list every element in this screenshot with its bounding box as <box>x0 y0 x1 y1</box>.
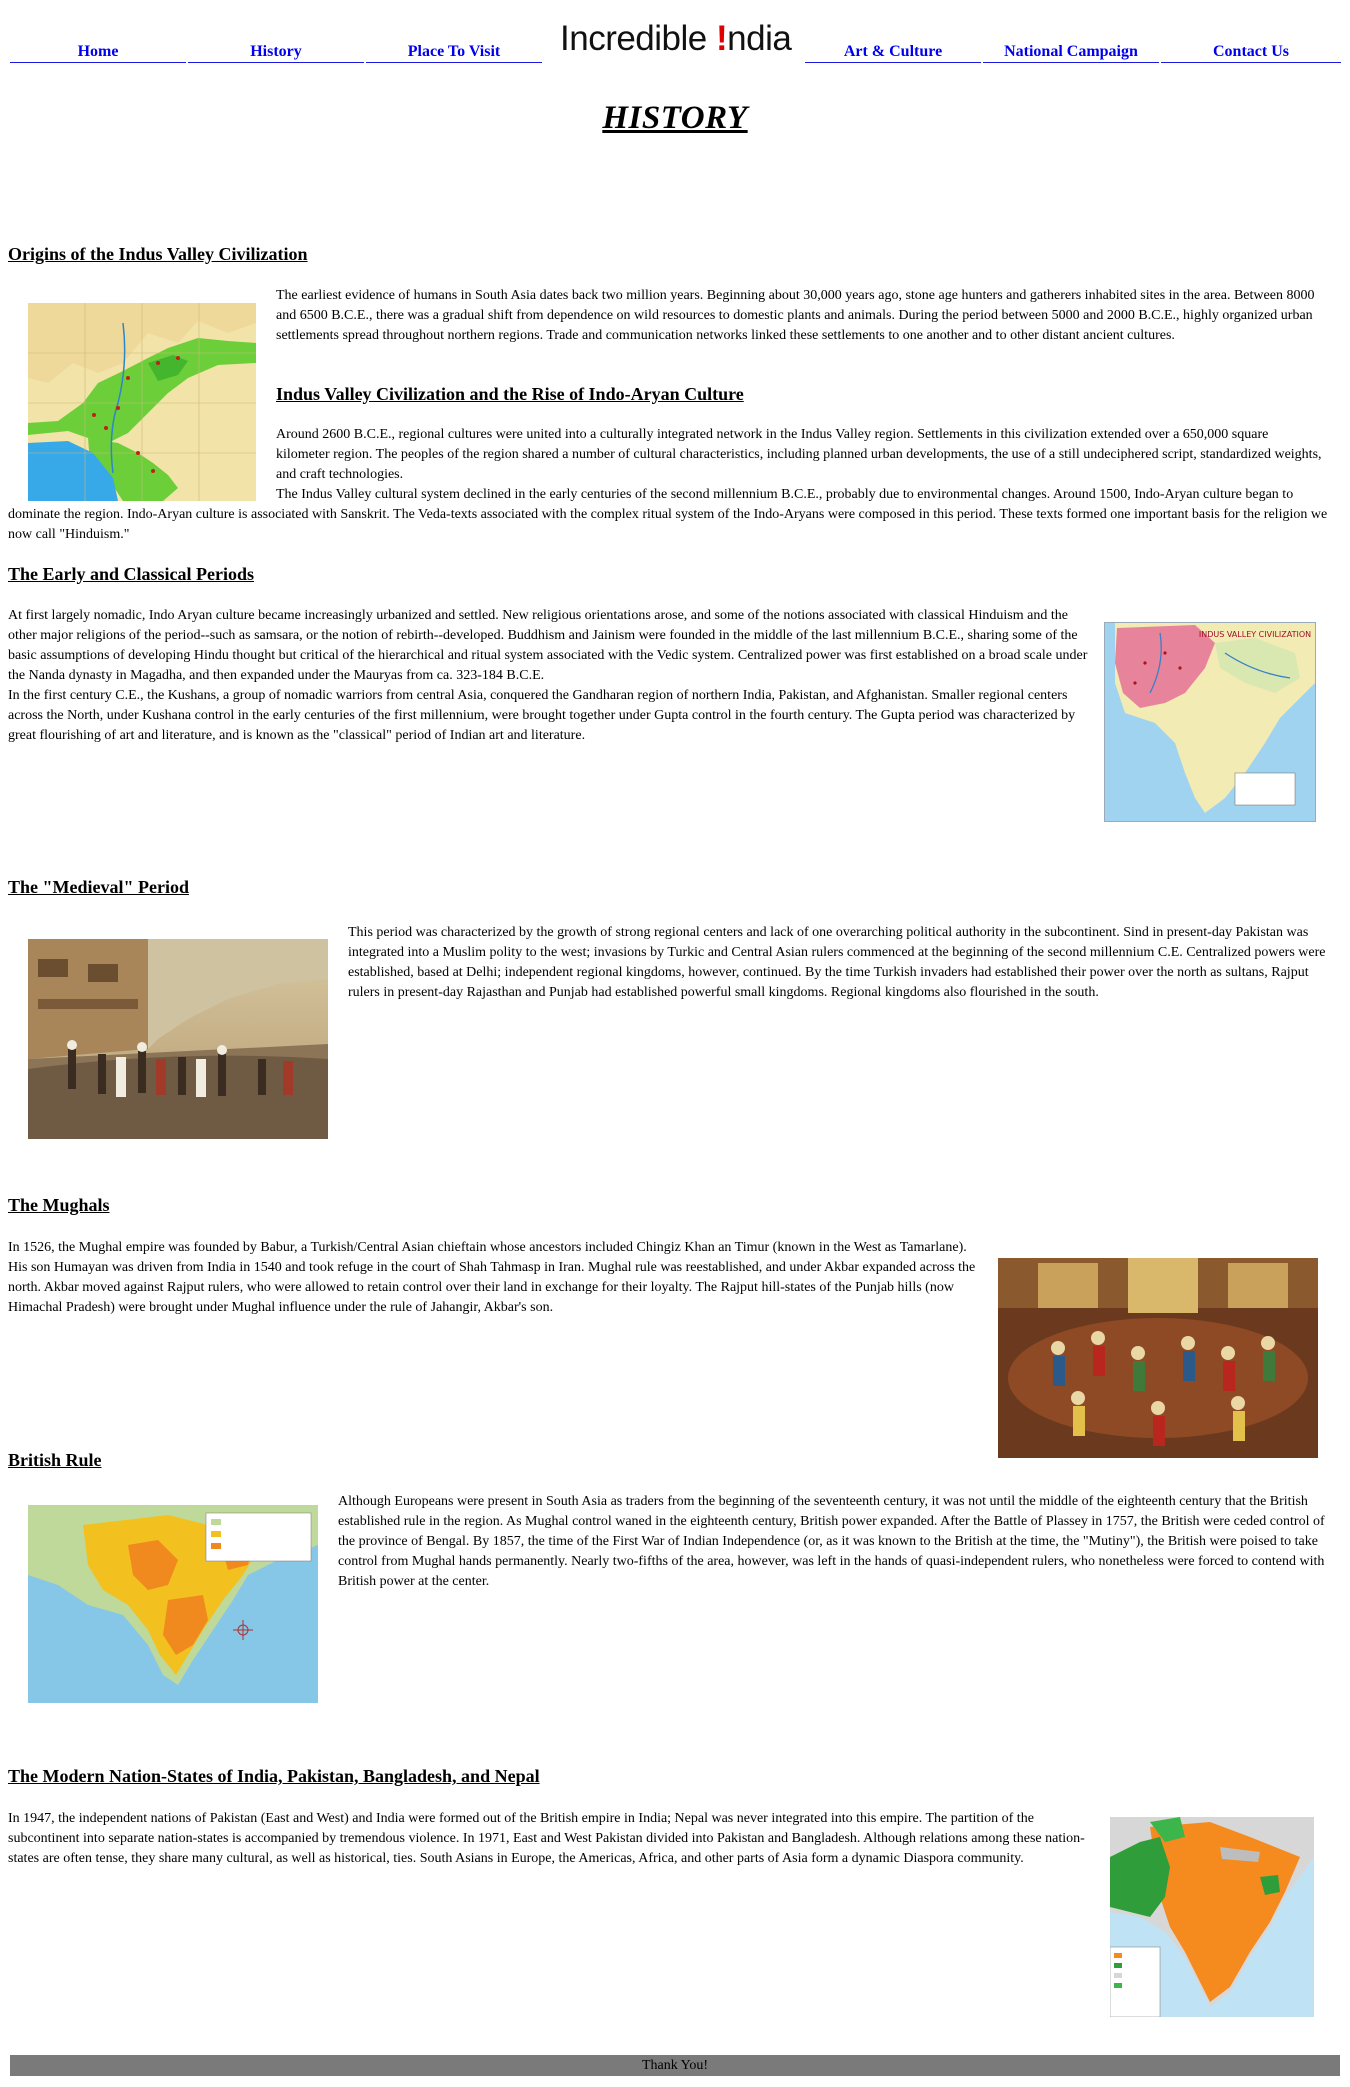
medieval-paragraph: This period was characterized by the growth of strong regional centers and lack of one overarching political authority in the subcontinent. Sind in present-day Pakistan was integrated into a Muslim polity to the west; invasions by Turkic and Central Asian rulers commenced at the beginning of the second millennium C.E. Centralized powers were established, based at Delhi; independent regional kingdoms, however, continued. By the time Turkish invaders had established their power over the north as sultans, Rajput rulers in present-day Rajasthan and Punjab had established powerful small kingdoms. Regional kingdoms also flourished in the south. <box>348 925 1326 1000</box>
early-classical-paragraph-2: In the first century C.E., the Kushans, a group of nomadic warriors from central Asia, conquered the Gandharan region of northern India, Pakistan, and Afghanistan. Smaller regional centers across the North, under Kushana control in the early centuries of the first millennium, were brought together under Gupta control in the fourth century. The Gupta period was characterized by great flourishing of art and literature, and is known as the "classical" period of Indian art and literature. <box>8 688 1076 743</box>
indus-valley-map-image <box>28 303 256 501</box>
section-heading-mughals: The Mughals <box>8 1195 110 1215</box>
nav-home-link[interactable]: Home <box>10 42 186 63</box>
top-navigation <box>10 0 1342 66</box>
logo-text-b: ndia <box>727 19 792 58</box>
footer-thank-you: Thank You! <box>10 2055 1340 2076</box>
indus-paragraph-2: The Indus Valley cultural system declined in the early centuries of the second millennium B.C.E., probably due to environmental changes. Around 1500, Indo-Aryan culture began to dominate the region. Indo-Aryan culture is associated with Sanskrit. The Veda-texts associated with the complex ritual system of the Indo-Aryans were composed in this period. These texts formed one important basis for the religion we now call "Hinduism." <box>8 487 1328 542</box>
logo-bang: ! <box>715 19 728 58</box>
origins-paragraph: The earliest evidence of humans in South Asia dates back two million years. Beginning about 30,000 years ago, stone age hunters and gatherers inhabited sites in the area. Between 8000 and 6500 B.C.E., there was a gradual shift from dependence on wild resources to domestic plants and animals. During the period between 5000 and 2000 B.C.E., highly organized urban settlements spread throughout northern regions. Trade and communication networks linked these settlements to one another and to other distant ancient cultures. <box>276 288 1315 343</box>
british-rule-paragraph: Although Europeans were present in South Asia as traders from the beginning of the seventeenth century, it was not until the middle of the eighteenth century that the British established rule in the region. As Mughal control waned in the eighteenth century, British power expanded. After the Battle of Plassey in 1757, the British were ceded control of the province of Bengal. By 1857, the time of the First War of Indian Independence (or, as it was known to the British at the time, the "Mutiny"), the British were poised to take control from Mughal hands permanently. Nearly two-fifths of the area, however, was left in the hands of quasi-independent rulers, who nonetheless were forced to contend with British power at the center. <box>338 1494 1325 1589</box>
indus-paragraph-1: Around 2600 B.C.E., regional cultures were united into a culturally integrated network in the Indus Valley region. Settlements in this civilization extended over a 650,000 square kilometer region. The peoples of the region shared a number of cultural characteristics, including planned urban developments, the use of a still undeciphered script, standardized weights, and craft technologies. <box>276 427 1322 482</box>
section-heading-british-rule: British Rule <box>8 1450 102 1470</box>
section-heading-medieval: The "Medieval" Period <box>8 877 189 897</box>
nav-art-culture-link[interactable]: Art & Culture <box>805 42 981 63</box>
indus-civilization-map-image <box>1104 622 1316 822</box>
nav-contact-us-link[interactable]: Contact Us <box>1161 42 1341 63</box>
section-subheading-indus-aryan: Indus Valley Civilization and the Rise of Indo-Aryan Culture <box>276 384 744 404</box>
mughal-court-painting-image <box>998 1258 1318 1458</box>
section-heading-early-classical: The Early and Classical Periods <box>8 564 255 584</box>
section-heading-modern-nation-states: The Modern Nation-States of India, Pakistan, Bangladesh, and Nepal <box>8 1766 540 1786</box>
logo-text-a: Incredible <box>560 19 716 58</box>
mughals-paragraph: In 1526, the Mughal empire was founded by Babur, a Turkish/Central Asian chieftain whose ancestors included Chingiz Khan an Timur (known in the West as Tamarlane). His son Humayan was driven from India in 1540 and took refuge in the court of Shah Tahmasp in Iran. Mughal rule was reestablished, and under Akbar expanded across the north. Akbar moved against Rajput rulers, who were allowed to retain control over their land in exchange for their loyalty. The Rajput hill-states of the Punjab hills (now Himachal Pradesh) were brought under Mughal influence under the rule of Jahangir, Akbar's son. <box>8 1240 976 1315</box>
british-india-map-image <box>28 1505 318 1703</box>
partition-map-image <box>1110 1817 1314 2017</box>
modern-nation-states-paragraph: In 1947, the independent nations of Pakistan (East and West) and India were formed out of the British empire in India; Nepal was never integrated into this empire. The partition of the subcontinent into separate nation-states is accompanied by tremendous violence. In 1971, East and West Pakistan divided into Pakistan and Bangladesh. Although relations among these nation-states are often tense, they share many cultural, as well as historical, ties. South Asians in Europe, the Americas, Africa, and other parts of Asia form a dynamic Diaspora community. <box>8 1811 1085 1866</box>
nav-place-to-visit-link[interactable]: Place To Visit <box>366 42 542 63</box>
section-heading-origins: Origins of the Indus Valley Civilization <box>8 244 308 264</box>
page-title: HISTORY <box>602 100 748 136</box>
nav-history-link[interactable]: History <box>188 42 364 63</box>
svg-text:INDUS VALLEY CIVILIZATION: INDUS VALLEY CIVILIZATION <box>1198 630 1312 639</box>
medieval-street-painting-image <box>28 939 328 1139</box>
incredible-india-logo[interactable] <box>560 14 805 64</box>
early-classical-paragraph-1: At first largely nomadic, Indo Aryan culture became increasingly urbanized and settled. New religious orientations arose, and some of the notions associated with classical Hinduism and the other major religions of the period--such as samsara, or the notion of rebirth--developed. Buddhism and Jainism were founded in the middle of the last millennium B.C.E., sharing some of the basic assumptions of developing Hindu thought but critical of the hierarchical and ritual system associated with the Vedic system. Centralized power was first established on a broad scale under the Nanda dynasty in Magadha, and then expanded under the Mauryas from ca. 323-184 B.C.E. <box>8 608 1088 683</box>
nav-national-campaign-link[interactable]: National Campaign <box>983 42 1159 63</box>
